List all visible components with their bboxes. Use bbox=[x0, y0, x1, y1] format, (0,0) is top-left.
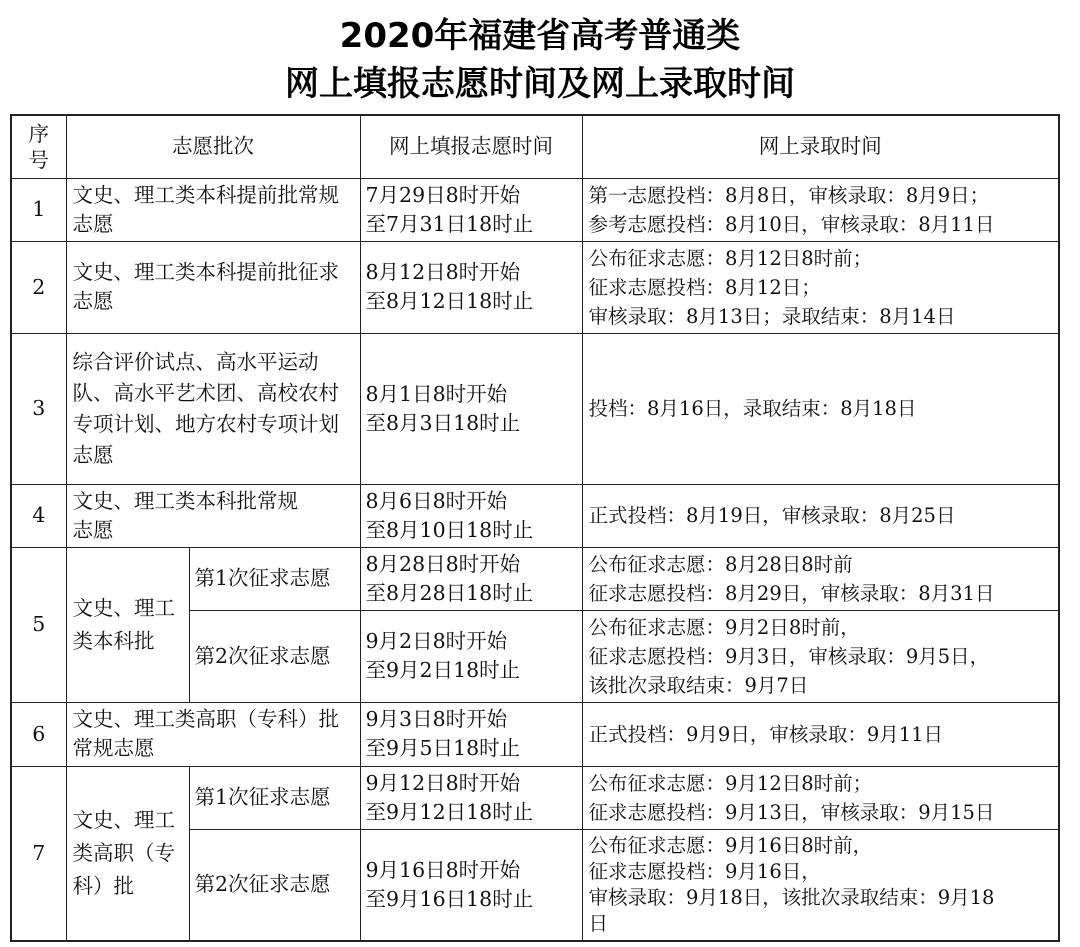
fill-time-end: 至8月12日18时止 bbox=[365, 289, 534, 313]
fill-time-cell bbox=[360, 829, 582, 941]
admission-cell bbox=[582, 829, 1059, 941]
admission-cell bbox=[582, 547, 1059, 610]
sub-batch-label: 第2次征求志愿 bbox=[189, 610, 360, 702]
row-number: 5 bbox=[11, 547, 66, 702]
table-row bbox=[11, 333, 1059, 484]
header-no: 序号 bbox=[11, 115, 66, 178]
fill-time-cell bbox=[360, 241, 582, 333]
row-number: 1 bbox=[11, 178, 66, 241]
header-fill-time: 网上填报志愿时间 bbox=[360, 115, 582, 178]
admission-line: 征求志愿投档：9月3日，审核录取：9月5日， bbox=[588, 644, 990, 668]
admission-line: 正式投档：8月19日，审核录取：8月25日 bbox=[588, 504, 956, 527]
batch-cell: 文史、理工类高职（专科）批常规志愿 bbox=[66, 702, 360, 766]
fill-time-end: 至9月2日18时止 bbox=[365, 658, 521, 682]
fill-time-start: 8月28日8时开始 bbox=[365, 551, 521, 576]
batch-cell: 文史、理工类高职（专科）批 bbox=[66, 766, 189, 941]
fill-time-cell bbox=[360, 484, 582, 547]
schedule-table bbox=[10, 114, 1060, 942]
admission-line: 日 bbox=[588, 911, 609, 935]
fill-time-start: 8月6日8时开始 bbox=[365, 488, 508, 513]
table-row bbox=[11, 241, 1059, 333]
batch-text: 文史、理工类本科批常规志愿 bbox=[72, 488, 298, 542]
fill-time-start: 9月3日8时开始 bbox=[365, 707, 508, 731]
admission-line: 征求志愿投档：8月29日，审核录取：8月31日 bbox=[588, 581, 995, 605]
batch-cell: 文史、理工类本科提前批常规志愿 bbox=[66, 178, 360, 241]
batch-cell: 综合评价试点、高水平运动队、高水平艺术团、高校农村专项计划、地方农村专项计划志愿 bbox=[66, 333, 360, 484]
admission-cell bbox=[582, 766, 1059, 829]
sub-batch-label: 第1次征求志愿 bbox=[189, 547, 360, 610]
fill-time-end: 至9月12日18时止 bbox=[365, 799, 534, 824]
fill-time-end: 至8月28日18时止 bbox=[365, 580, 534, 605]
admission-line: 公布征求志愿：9月12日8时前； bbox=[588, 771, 873, 795]
fill-time-cell bbox=[360, 702, 582, 766]
fill-time-end: 至8月3日18时止 bbox=[365, 410, 521, 435]
fill-time-end: 至9月16日18时止 bbox=[365, 886, 534, 911]
fill-time-start: 8月1日8时开始 bbox=[365, 381, 508, 406]
fill-time-cell bbox=[360, 610, 582, 702]
admission-line: 该批次录取结束：9月7日 bbox=[588, 673, 809, 697]
admission-line: 审核录取：8月13日；录取结束：8月14日 bbox=[588, 304, 956, 328]
fill-time-start: 9月16日8时开始 bbox=[365, 857, 521, 882]
fill-time-start: 8月12日8时开始 bbox=[365, 260, 521, 284]
table-row bbox=[11, 178, 1059, 241]
admission-line: 投档：8月16日，录取结束：8月18日 bbox=[588, 397, 917, 420]
fill-time-cell bbox=[360, 547, 582, 610]
fill-time-start: 7月29日8时开始 bbox=[365, 182, 521, 207]
table-row bbox=[11, 484, 1059, 547]
fill-time-end: 至8月10日18时止 bbox=[365, 517, 534, 542]
fill-time-start: 9月2日8时开始 bbox=[365, 629, 508, 653]
admission-line: 审核录取：9月18日，该批次录取结束：9月18 bbox=[588, 885, 995, 909]
admission-cell bbox=[582, 702, 1059, 766]
document-title-line-2: 网上填报志愿时间及网上录取时间 bbox=[285, 64, 795, 104]
row-number: 4 bbox=[11, 484, 66, 547]
admission-line: 征求志愿投档：9月13日，审核录取：9月15日 bbox=[588, 800, 995, 824]
admission-cell bbox=[582, 178, 1059, 241]
batch-cell bbox=[66, 484, 360, 547]
table-row bbox=[11, 547, 1059, 610]
admission-line: 第一志愿投档：8月8日，审核录取：8月9日； bbox=[588, 183, 990, 207]
row-number: 2 bbox=[11, 241, 66, 333]
header-admission-time: 网上录取时间 bbox=[582, 115, 1059, 178]
admission-line: 公布征求志愿：9月2日8时前， bbox=[588, 615, 860, 639]
fill-time-cell bbox=[360, 333, 582, 484]
batch-cell: 文史、理工类本科批 bbox=[66, 547, 189, 702]
admission-line: 公布征求志愿：8月12日8时前； bbox=[588, 246, 873, 270]
table-row bbox=[11, 702, 1059, 766]
admission-line: 公布征求志愿：8月28日8时前 bbox=[588, 552, 853, 576]
header-batch: 志愿批次 bbox=[66, 115, 360, 178]
fill-time-start: 9月12日8时开始 bbox=[365, 770, 521, 795]
row-number: 3 bbox=[11, 333, 66, 484]
admission-cell bbox=[582, 610, 1059, 702]
sub-batch-label: 第2次征求志愿 bbox=[189, 829, 360, 941]
batch-cell: 文史、理工类本科提前批征求志愿 bbox=[66, 241, 360, 333]
admission-line: 公布征求志愿：9月16日8时前， bbox=[588, 833, 873, 857]
admission-cell bbox=[582, 333, 1059, 484]
table-row bbox=[11, 766, 1059, 829]
admission-line: 征求志愿投档：9月16日， bbox=[588, 859, 821, 883]
row-number: 6 bbox=[11, 702, 66, 766]
fill-time-cell bbox=[360, 178, 582, 241]
admission-line: 征求志愿投档：8月12日； bbox=[588, 275, 821, 299]
document-title-line-1: 2020年福建省高考普通类 bbox=[339, 16, 741, 56]
fill-time-cell bbox=[360, 766, 582, 829]
admission-line: 参考志愿投档：8月10日，审核录取：8月11日 bbox=[588, 212, 995, 236]
admission-cell bbox=[582, 241, 1059, 333]
row-number: 7 bbox=[11, 766, 66, 941]
fill-time-end: 至7月31日18时止 bbox=[365, 211, 534, 236]
admission-line: 正式投档：9月9日，审核录取：9月11日 bbox=[588, 722, 944, 746]
sub-batch-label: 第1次征求志愿 bbox=[189, 766, 360, 829]
admission-cell bbox=[582, 484, 1059, 547]
fill-time-end: 至9月5日18时止 bbox=[365, 736, 521, 760]
header-row bbox=[11, 115, 1059, 178]
